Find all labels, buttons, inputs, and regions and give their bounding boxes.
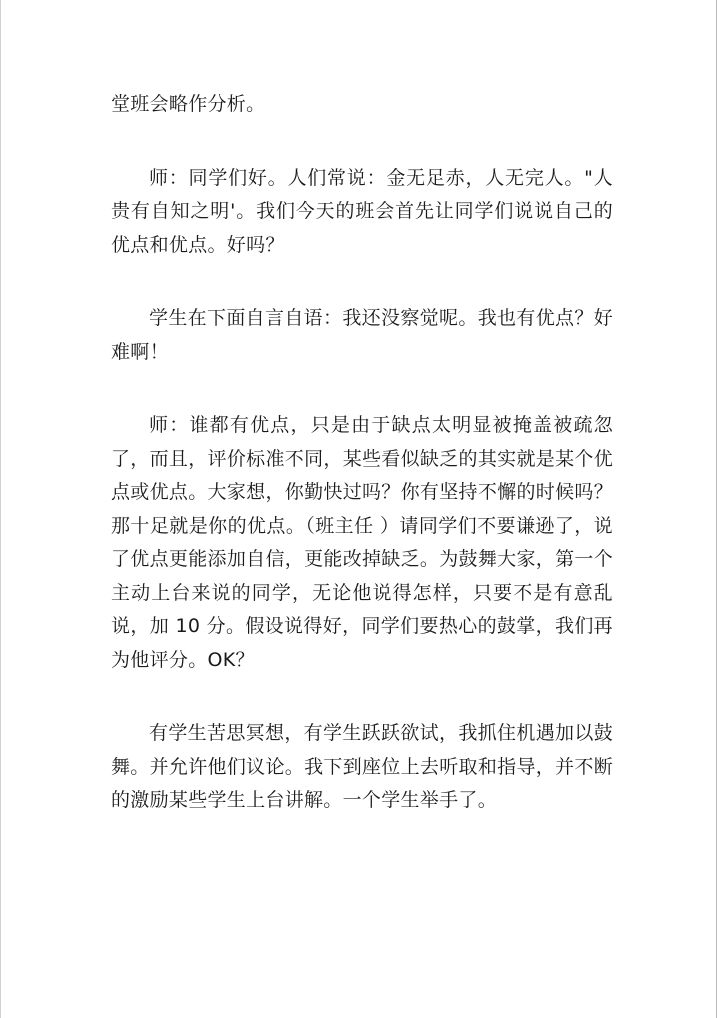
- paragraph-continuation: 堂班会略作分析。: [111, 93, 266, 115]
- paragraph-teacher-explanation: 师：谁都有优点，只是由于缺点太明显被掩盖被疏忽了，而且，评价标准不同，某些看似缺乏的其实就是某个优点或优点。大家想，你勤快过吗？你有坚持不懈的时候吗？那十足就是你的优点。（班主任 ）请同学们不要谦逊了，说了优点更能添加自信，更能改掉缺乏。为鼓舞大家，第一个主动上台来说的同学，无论他说得怎样，只要不是有意乱说，加 10 分。假设说得好，同学们要热心的鼓掌，我们再为他评分。OK？: [111, 414, 613, 671]
- paragraph-teacher-greeting: 师：同学们好。人们常说：金无足赤，人无完人。"人贵有自知之明'。我们今天的班会首先让同学们说说自己的优点和优点。好吗？: [111, 166, 613, 256]
- document-body: [111, 88, 613, 818]
- paragraph-student-response: 有学生苦思冥想，有学生跃跃欲试，我抓住机遇加以鼓舞。并允许他们议论。我下到座位上去听取和指导，并不断的激励某些学生上台讲解。一个学生举手了。: [111, 722, 613, 811]
- paragraph-student-reaction: 学生在下面自言自语：我还没察觉呢。我也有优点？好难啊！: [111, 307, 613, 363]
